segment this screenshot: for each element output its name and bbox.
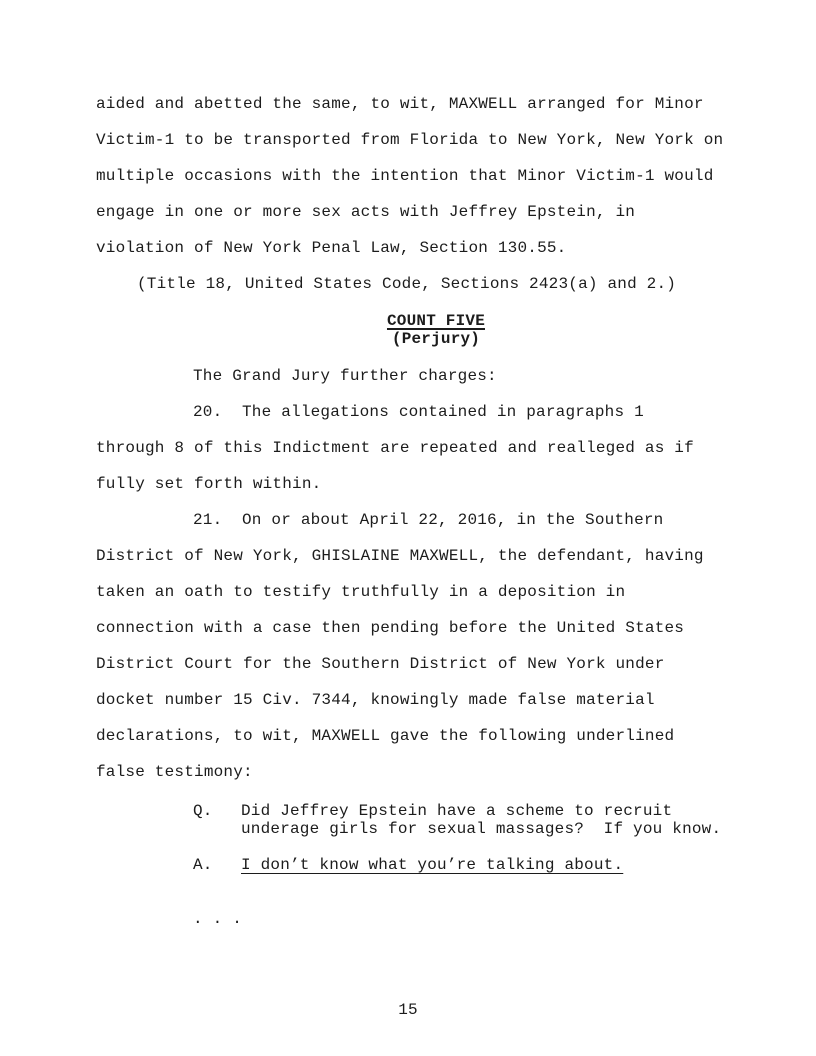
body-line: aided and abetted the same, to wit, MAXWELL arranged for Minor [96, 95, 704, 113]
body-line: Victim-1 to be transported from Florida to New York, New York on [96, 131, 724, 149]
body-line: through 8 of this Indictment are repeated and realleged as if [96, 439, 694, 457]
charging-line: The Grand Jury further charges: [193, 367, 497, 385]
body-line: District of New York, GHISLAINE MAXWELL, the defendant, having [96, 547, 704, 565]
count-five-title-text: COUNT FIVE [386, 312, 485, 330]
answer-text-underlined: I don’t know what you’re talking about. [241, 856, 624, 874]
body-line: taken an oath to testify truthfully in a deposition in [96, 583, 626, 601]
paragraph-20-first-line: 20. The allegations contained in paragraphs 1 [193, 403, 644, 421]
testimony-ellipsis: . . . [193, 910, 243, 928]
count-five-subtitle: (Perjury) [391, 330, 481, 348]
body-line: violation of New York Penal Law, Section 130.55. [96, 239, 567, 257]
statute-citation: (Title 18, United States Code, Sections 2423(a) and 2.) [137, 275, 677, 293]
paragraph-21-first-line: 21. On or about April 22, 2016, in the Southern [193, 511, 664, 529]
body-line: multiple occasions with the intention that Minor Victim-1 would [96, 167, 714, 185]
count-five-title [96, 312, 776, 330]
paragraph-21 [96, 502, 776, 790]
body-line: District Court for the Southern District of New York under [96, 655, 665, 673]
question-line: Did Jeffrey Epstein have a scheme to recruit [241, 802, 673, 820]
testimony-answer [193, 856, 776, 874]
testimony-question [193, 802, 776, 838]
body-line: engage in one or more sex acts with Jeffrey Epstein, in [96, 203, 636, 221]
question-line: underage girls for sexual massages? If you know. [241, 820, 722, 838]
body-line: fully set forth within. [96, 475, 322, 493]
paragraph-20 [96, 394, 776, 502]
question-label: Q. [193, 802, 213, 820]
paragraph-19-continuation [96, 86, 776, 266]
count-five-heading [96, 312, 776, 348]
testimony-excerpt [96, 802, 776, 928]
question-text [241, 802, 721, 838]
body-line: declarations, to wit, MAXWELL gave the following underlined [96, 727, 675, 745]
body-line: false testimony: [96, 763, 253, 781]
body-line: connection with a case then pending before the United States [96, 619, 685, 637]
body-line: docket number 15 Civ. 7344, knowingly made false material [96, 691, 655, 709]
page-number: 15 [398, 1001, 418, 1019]
answer-label: A. [193, 856, 213, 874]
